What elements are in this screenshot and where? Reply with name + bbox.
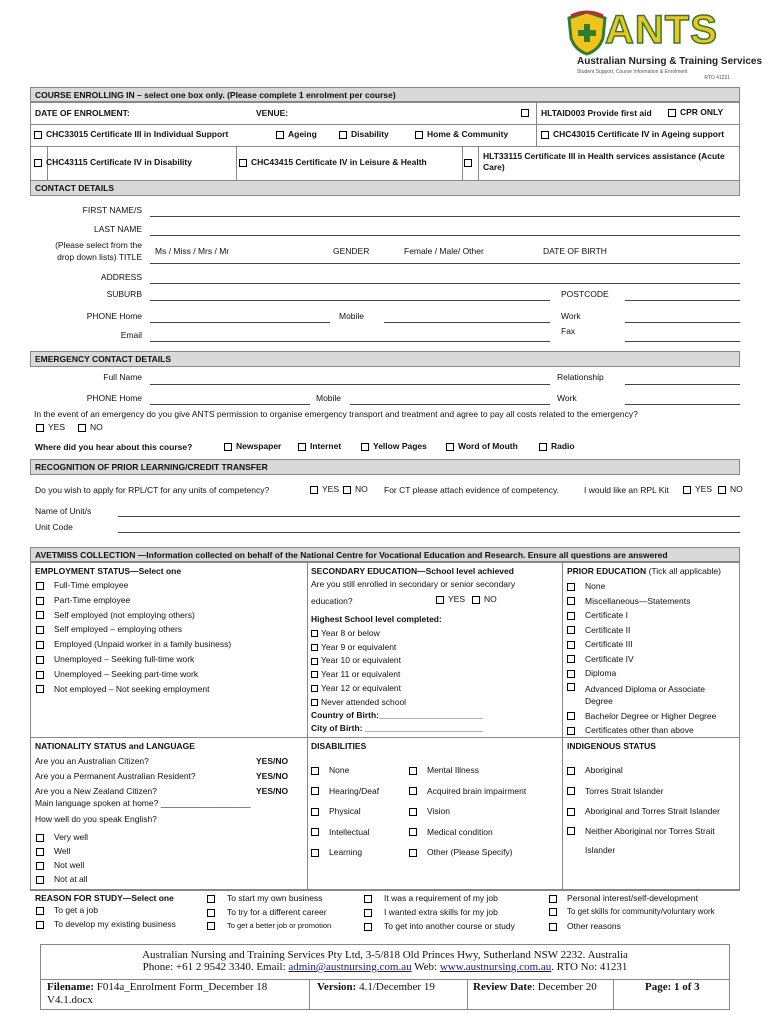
prior-option[interactable] — [567, 594, 739, 609]
english-option[interactable] — [36, 872, 88, 886]
prior-label: None — [585, 581, 606, 591]
employment-option[interactable] — [36, 652, 231, 667]
course-divider — [30, 124, 740, 125]
course-divider — [462, 146, 463, 181]
disability-option[interactable] — [311, 760, 379, 781]
reason-option[interactable] — [549, 891, 715, 905]
reason-label: To get a better job or promotion — [227, 921, 332, 930]
employment-option[interactable] — [36, 593, 231, 608]
reason-label: To get skills for community/voluntary work — [567, 907, 715, 916]
email-label: Email — [120, 330, 142, 340]
employment-label: Unemployed – Seeking part-time work — [54, 668, 199, 679]
indigenous-option[interactable] — [567, 801, 739, 822]
gender-label: GENDER — [333, 246, 370, 256]
fax-field[interactable] — [625, 341, 740, 342]
reason-option[interactable] — [36, 903, 176, 917]
english-option[interactable] — [36, 830, 88, 844]
prior-option[interactable] — [567, 608, 739, 623]
work-label: Work — [561, 311, 581, 321]
chc43415-option[interactable] — [239, 157, 427, 167]
disability-option[interactable] — [409, 842, 526, 863]
permission-no-label: NO — [90, 422, 103, 432]
mobile-label: Mobile — [339, 311, 365, 321]
logo-brand: ANTS — [605, 8, 718, 52]
chc33015-label: CHC33015 Certificate III in Individual Support — [46, 129, 229, 139]
permission-text: In the event of an emergency do you give ANTS permission to organise emergency transport and treatment and agree to pay all costs related to the emergency? — [34, 409, 638, 419]
indigenous-label: Torres Strait Islander — [585, 785, 664, 796]
secondary-no[interactable] — [472, 594, 497, 604]
rpl-kit-no-label: NO — [730, 484, 743, 494]
footer-page-value: 1 of 3 — [674, 981, 700, 993]
indigenous-header: INDIGENOUS STATUS — [567, 741, 656, 751]
shield-logo-icon — [565, 10, 609, 56]
employment-option[interactable] — [36, 608, 231, 623]
address-label: ADDRESS — [100, 272, 142, 282]
school-level-label: Year 8 or below — [321, 628, 380, 638]
employment-option[interactable] — [36, 578, 231, 593]
reason-label: To try for a different career — [227, 907, 327, 917]
rpl-no-label: NO — [355, 484, 368, 494]
disability-label: Mental Illness — [427, 765, 479, 775]
prior-header: PRIOR EDUCATION — [567, 566, 647, 576]
chc33015-option[interactable] — [34, 129, 228, 139]
reason-option[interactable] — [364, 891, 515, 905]
prior-option[interactable] — [567, 723, 739, 738]
school-level-list — [311, 627, 406, 709]
contact-header: CONTACT DETAILS — [30, 180, 740, 196]
unit-name-label: Name of Unit/s — [35, 506, 92, 516]
footer-web-label: Web: — [411, 961, 440, 973]
postcode-field[interactable] — [625, 300, 740, 301]
hlt33115-checkbox[interactable] — [464, 157, 476, 167]
course-divider — [478, 146, 479, 181]
rpl-kit-no[interactable] — [718, 484, 743, 494]
permission-yes-label: YES — [48, 422, 66, 432]
reason-col-4 — [549, 891, 715, 933]
footer-divider — [309, 979, 310, 1009]
employment-option[interactable] — [36, 667, 231, 682]
emergency-mobile-label: Mobile — [316, 393, 342, 403]
employment-label: Part-Time employee — [54, 594, 131, 605]
reason-option[interactable] — [207, 905, 331, 919]
employment-option[interactable] — [36, 637, 231, 652]
prior-option[interactable] — [567, 579, 739, 594]
course-divider — [236, 146, 237, 181]
disability-label: Intellectual — [329, 826, 370, 837]
reason-option[interactable] — [364, 919, 515, 933]
nz-yesno[interactable]: YES/NO — [256, 786, 289, 796]
mobile-field[interactable] — [384, 322, 550, 323]
reason-label: Personal interest/self-development — [567, 893, 698, 903]
school-level-label: Year 9 or equivalent — [321, 641, 397, 652]
school-level-option[interactable] — [311, 668, 406, 682]
rpl-kit-yes-label: YES — [695, 484, 713, 494]
disability-option[interactable] — [409, 760, 526, 781]
logo-subtitle: Australian Nursing & Training Services — [577, 56, 763, 67]
employment-list — [36, 578, 231, 696]
employment-label: Unemployed – Seeking full-time work — [54, 653, 195, 664]
prior-header-row — [567, 566, 721, 576]
reason-header: REASON FOR STUDY—Select one — [35, 893, 174, 903]
logo-tagline: Student Support, Course Information & Enrolment — [577, 69, 688, 75]
school-level-option[interactable] — [311, 641, 406, 655]
cpr-label: CPR ONLY — [680, 107, 724, 117]
reason-option[interactable] — [549, 905, 715, 919]
footer-version-label: Version: — [317, 981, 357, 993]
secondary-no-label: NO — [484, 594, 497, 604]
last-name-label: LAST NAME — [93, 224, 142, 234]
secondary-header: SECONDARY EDUCATION—School level achieved — [311, 566, 514, 576]
avetmiss-divider — [562, 561, 563, 891]
english-label: Very well — [54, 832, 89, 842]
footer-filename-value: F014a_Enrolment Form_December 18 V4.1.docx — [47, 981, 268, 1006]
reason-label: To get into another course or study — [384, 921, 515, 931]
disability-option[interactable] — [339, 129, 389, 139]
reason-col-2 — [207, 891, 331, 933]
disability-label: Physical — [329, 806, 361, 816]
prior-option[interactable] — [567, 709, 739, 724]
disability-option[interactable] — [311, 801, 379, 822]
rpl-no[interactable] — [343, 484, 368, 494]
city-of-birth[interactable]: City of Birth: _________________________ — [311, 723, 484, 733]
prior-label: Diploma — [585, 668, 617, 678]
ageing-label: Ageing — [288, 129, 317, 139]
prior-label: Advanced Diploma or Associate Degree — [585, 683, 706, 706]
suburb-field[interactable] — [150, 300, 550, 301]
reason-label: I wanted extra skills for my job — [384, 907, 498, 917]
reason-label: To get a job — [54, 905, 98, 915]
footer-divider — [41, 979, 729, 980]
footer-review — [473, 981, 597, 993]
prior-label: Certificate I — [585, 610, 628, 620]
home-community-option[interactable] — [415, 129, 508, 139]
emergency-work-label: Work — [557, 393, 577, 403]
prior-option[interactable] — [567, 683, 739, 707]
disability-label: Disability — [351, 129, 389, 139]
emergency-header: EMERGENCY CONTACT DETAILS — [30, 351, 740, 367]
date-of-enrolment-label: DATE OF ENROLMENT: — [35, 108, 130, 118]
emergency-full-name-label: Full Name — [103, 372, 142, 382]
disability-option[interactable] — [311, 822, 379, 843]
disability-label: Hearing/Deaf — [329, 785, 380, 796]
title-select-label: (Please select from the drop down lists) TITLE — [55, 240, 142, 262]
nz-question: Are you a New Zealand Citizen? — [35, 786, 157, 796]
indigenous-label: Aboriginal — [585, 765, 623, 775]
employment-label: Employed (Unpaid worker in a family business) — [54, 639, 232, 650]
english-question: How well do you speak English? — [35, 814, 157, 824]
avetmiss-divider — [307, 561, 308, 891]
secondary-question-2: education? — [311, 596, 353, 606]
highest-level-label: Highest School level completed: — [311, 614, 442, 624]
footer-page — [645, 981, 700, 993]
home-community-label: Home & Community — [427, 129, 509, 139]
english-label: Not at all — [54, 874, 88, 884]
disability-label: None — [329, 765, 350, 775]
employment-label: Full-Time employee — [54, 580, 129, 590]
unit-code-field[interactable] — [118, 532, 740, 533]
phone-home-field[interactable] — [150, 322, 330, 323]
employment-option[interactable] — [36, 622, 231, 637]
hear-word-of-mouth-label: Word of Mouth — [458, 441, 518, 451]
hltaid-checkbox[interactable] — [521, 107, 533, 117]
english-list — [36, 830, 88, 886]
reason-col-3 — [364, 891, 515, 933]
english-label: Not well — [54, 860, 85, 870]
employment-header: EMPLOYMENT STATUS—Select one — [35, 566, 182, 576]
disability-option[interactable] — [311, 842, 379, 863]
secondary-question: Are you still enrolled in secondary or senior secondary — [311, 579, 516, 589]
rpl-kit-yes[interactable] — [683, 484, 712, 494]
emergency-phone-field[interactable] — [150, 404, 310, 405]
logo — [565, 8, 763, 82]
indigenous-option[interactable] — [567, 781, 739, 802]
prior-option[interactable] — [567, 652, 739, 667]
hlt33115-label: HLT33115 Certificate III in Health services assistance (Acute Care) — [483, 151, 725, 172]
chc43415-label: CHC43415 Certificate IV in Leisure & Health — [251, 157, 427, 167]
school-level-option[interactable] — [311, 627, 406, 641]
footer-version-value: 4.1/December 19 — [359, 981, 435, 993]
footer-address: Australian Nursing and Training Services Pty Ltd, 3-5/818 Old Princes Hwy, Sutherland NSW 2232. Australia — [142, 949, 628, 961]
avetmiss-header: AVETMISS COLLECTION —Information collected on behalf of the National Centre for Vocational Education and Research. Ensure all questions are answered — [30, 547, 740, 563]
hltaid-label: HLTAID003 Provide first aid — [541, 108, 652, 118]
reason-option[interactable] — [207, 919, 331, 933]
country-of-birth[interactable]: Country of Birth:______________________ — [311, 710, 483, 720]
disability-label: Other (Please Specify) — [427, 847, 513, 857]
secondary-yes[interactable] — [436, 594, 465, 604]
disability-option[interactable] — [311, 781, 379, 802]
citizen-yesno[interactable]: YES/NO — [256, 756, 289, 766]
course-header: COURSE ENROLLING IN – select one box only. (Please complete 1 enrolment per course) — [30, 87, 740, 103]
chc43015-label: CHC43015 Certificate IV in Ageing support — [553, 129, 725, 139]
indigenous-list — [567, 760, 739, 860]
first-name-field[interactable] — [150, 216, 740, 217]
school-level-label: Year 10 or equivalent — [321, 655, 402, 666]
hear-newspaper-label: Newspaper — [236, 441, 282, 451]
relationship-field[interactable] — [625, 384, 740, 385]
disabilities-list-right — [409, 760, 526, 863]
footer-divider — [613, 979, 614, 1009]
indigenous-label: Neither Aboriginal nor Torres Strait Islander — [585, 825, 715, 855]
school-level-option[interactable] — [311, 654, 406, 668]
chc43015-option[interactable] — [541, 129, 724, 139]
disability-label: Acquired brain impairment — [427, 785, 527, 796]
rpl-yes[interactable] — [310, 484, 339, 494]
course-divider — [30, 146, 740, 147]
indigenous-option[interactable] — [567, 760, 739, 781]
reason-col-1 — [36, 903, 176, 931]
english-option[interactable] — [36, 844, 88, 858]
hear-yellow-pages-label: Yellow Pages — [373, 441, 427, 451]
page-footer — [40, 944, 730, 1010]
footer-email-link[interactable]: admin@austnursing.com.au — [288, 961, 412, 973]
resident-question: Are you a Permanent Australian Resident? — [35, 771, 196, 781]
footer-contact — [41, 961, 729, 973]
disability-label: Vision — [427, 806, 450, 816]
work-field[interactable] — [625, 322, 740, 323]
disability-label: Learning — [329, 847, 363, 857]
footer-version — [317, 981, 435, 993]
footer-divider — [467, 979, 468, 1009]
disability-label: Medical condition — [427, 826, 493, 837]
footer-rto: . RTO No: 41231 — [551, 961, 628, 973]
footer-page-label: Page: — [645, 981, 672, 993]
email-field[interactable] — [150, 341, 550, 342]
reason-option[interactable] — [364, 905, 515, 919]
permission-no[interactable] — [78, 422, 103, 432]
footer-review-label: Review Date — [473, 981, 532, 993]
prior-option[interactable] — [567, 637, 739, 652]
gender-select[interactable]: Female / Male/ Other — [404, 246, 484, 256]
reason-label: It was a requirement of my job — [384, 893, 498, 903]
dob-label: DATE OF BIRTH — [543, 246, 607, 256]
footer-phone: Phone: +61 2 9542 3340. Email: — [142, 961, 289, 973]
fax-label: Fax — [561, 326, 576, 336]
reason-option[interactable] — [207, 891, 331, 905]
school-level-label: Never attended school — [321, 696, 407, 707]
prior-label: Certificate II — [585, 624, 631, 635]
footer-filename-label: Filename: — [47, 981, 95, 993]
ageing-option[interactable] — [276, 129, 317, 139]
suburb-label: SUBURB — [106, 289, 142, 299]
school-level-label: Year 12 or equivalent — [321, 682, 402, 693]
reason-option[interactable] — [36, 917, 176, 931]
citizen-question: Are you an Australian Citizen? — [35, 756, 149, 766]
prior-label: Certificate IV — [585, 653, 634, 664]
disability-option[interactable] — [409, 801, 526, 822]
venue-label: VENUE: — [256, 108, 289, 118]
prior-option[interactable] — [567, 666, 739, 681]
footer-filename — [47, 981, 305, 1007]
english-option[interactable] — [36, 858, 88, 872]
secondary-yes-label: YES — [448, 594, 466, 604]
reason-option[interactable] — [549, 919, 715, 933]
school-level-option[interactable] — [311, 682, 406, 696]
unit-code-label: Unit Code — [35, 522, 73, 532]
employment-option[interactable] — [36, 682, 231, 697]
rpl-header: RECOGNITION OF PRIOR LEARNING/CREDIT TRANSFER — [30, 459, 740, 475]
title-row-line — [150, 263, 740, 264]
footer-web-link[interactable]: www.austnursing.com.au — [439, 961, 552, 973]
first-name-label: FIRST NAME/S — [82, 205, 142, 215]
disability-option[interactable] — [409, 781, 526, 802]
prior-list — [567, 579, 739, 738]
rpl-kit-label: I would like an RPL Kit — [584, 485, 669, 495]
indigenous-option[interactable] — [567, 822, 739, 860]
cpr-option[interactable] — [668, 107, 723, 117]
hear-internet-label: Internet — [310, 441, 342, 451]
resident-yesno[interactable]: YES/NO — [256, 771, 289, 781]
hear-radio[interactable] — [539, 441, 575, 451]
chc43115-label: CHC43115 Certificate IV in Disability — [46, 157, 192, 167]
employment-label: Self employed (not employing others) — [54, 609, 195, 620]
hear-internet[interactable] — [298, 441, 341, 451]
emergency-mobile-field[interactable] — [350, 404, 550, 405]
prior-label: Bachelor Degree or Higher Degree — [585, 710, 717, 721]
ct-note: For CT please attach evidence of competency. — [384, 485, 559, 495]
reason-label: Other reasons — [567, 921, 621, 931]
emergency-full-name-field[interactable] — [150, 384, 550, 385]
indigenous-label: Aboriginal and Torres Strait Islander — [585, 806, 720, 816]
hear-question: Where did you hear about this course? — [35, 442, 193, 452]
logo-code: RTO 41231 — [704, 75, 730, 81]
prior-option[interactable] — [567, 623, 739, 638]
prior-label: Certificates other than above — [585, 725, 694, 735]
hear-yellow-pages[interactable] — [361, 441, 427, 451]
reason-label: To start my own business — [227, 893, 323, 903]
disability-option[interactable] — [409, 822, 526, 843]
nationality-header: NATIONALITY STATUS and LANGUAGE — [35, 741, 195, 751]
hear-radio-label: Radio — [551, 441, 575, 451]
prior-label: Certificate III — [585, 639, 633, 649]
unit-name-field[interactable] — [118, 516, 740, 517]
course-divider — [536, 101, 537, 146]
permission-yes[interactable] — [36, 422, 65, 432]
english-label: Well — [54, 846, 71, 856]
rpl-question: Do you wish to apply for RPL/CT for any units of competency? — [35, 485, 270, 495]
footer-review-value: : December 20 — [531, 981, 597, 993]
hear-word-of-mouth[interactable] — [446, 441, 518, 451]
chc43115-option[interactable] — [34, 157, 192, 167]
prior-note: (Tick all applicable) — [648, 566, 721, 576]
last-name-field[interactable] — [150, 235, 740, 236]
rpl-yes-label: YES — [322, 484, 340, 494]
avetmiss-divider — [30, 889, 740, 890]
prior-label: Miscellaneous—Statements — [585, 595, 691, 606]
disabilities-header: DISABILITIES — [311, 741, 367, 751]
emergency-phone-label: PHONE Home — [86, 393, 142, 403]
school-level-label: Year 11 or equivalent — [321, 669, 401, 680]
title-select[interactable]: Ms / Miss / Mrs / Mr — [155, 246, 230, 256]
emergency-work-field[interactable] — [625, 404, 740, 405]
main-language[interactable]: Main language spoken at home? ___________________ — [35, 798, 251, 808]
employment-label: Self employed – employing others — [54, 624, 183, 635]
postcode-label: POSTCODE — [561, 289, 609, 299]
address-field[interactable] — [150, 283, 740, 284]
relationship-label: Relationship — [557, 372, 604, 382]
hear-newspaper[interactable] — [224, 441, 281, 451]
school-level-option[interactable] — [311, 696, 406, 710]
disabilities-list-left — [311, 760, 379, 863]
reason-label: To develop my existing business — [54, 919, 176, 929]
phone-home-label: PHONE Home — [86, 311, 142, 321]
employment-label: Not employed – Not seeking employment — [54, 683, 210, 694]
